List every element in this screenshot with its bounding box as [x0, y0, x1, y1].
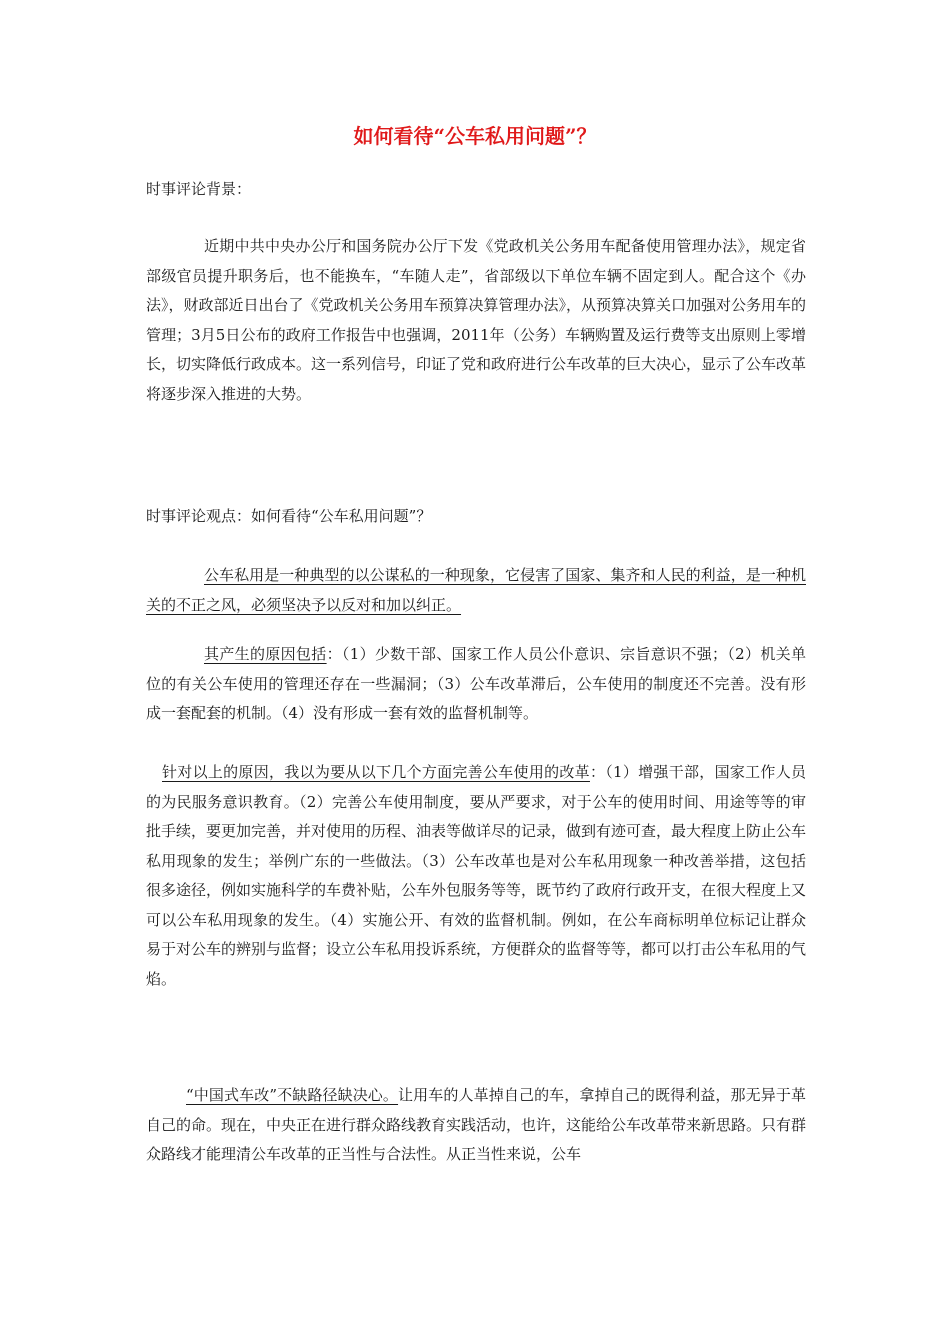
- underlined-reform-heading: “中国式车改”不缺路径缺决心。: [186, 1086, 399, 1104]
- document-title: 如何看待“公车私用问题”？: [353, 124, 597, 148]
- paragraph-measures: [146, 758, 806, 994]
- underlined-statement: 公车私用是一种典型的以公谋私的一种现象，它侵害了国家、集齐和人民的利益，是一种机关的不正之风，必须坚决予以反对和加以纠正。: [146, 566, 806, 614]
- paragraph-reform: [146, 1081, 806, 1170]
- underlined-causes-heading: 其产生的原因包括: [204, 645, 327, 663]
- viewpoint-label: 时事评论观点：如何看待“公车私用问题”？: [146, 507, 432, 525]
- background-label: 时事评论背景：: [146, 180, 252, 198]
- causes-text: ：（1）少数干部、国家工作人员公仆意识、宗旨意识不强；（2）机关单位的有关公车使用的管理还存在一些漏洞；（3）公车改革滞后，公车使用的制度还不完善。没有形成一套配套的机制。（4）没有形成一套有效的监督机制等。: [146, 645, 806, 722]
- underlined-measures-heading: 针对以上的原因，我以为要从以下几个方面完善公车使用的改革: [162, 763, 590, 781]
- measures-text: ：（1）增强干部，国家工作人员的为民服务意识教育。（2）完善公车使用制度，要从严要求，对于公车的使用时间、用途等等的审批手续，要更加完善，并对使用的历程、油表等做详尽的记录，做到有迹可查，最大程度上防止公车私用现象的发生；举例广东的一些做法。（3）公车改革也是对公车私用现象一种改善举措，这包括很多途径，例如实施科学的车费补贴，公车外包服务等等，既节约了政府行政开支，在很大程度上又可以公车私用现象的发生。（4）实施公开、有效的监督机制。例如，在公车商标明单位标记让群众易于对公车的辨别与监督；设立公车私用投诉系统，方便群众的监督等等，都可以打击公车私用的气焰。: [146, 763, 807, 988]
- background-paragraph: 近期中共中央办公厅和国务院办公厅下发《党政机关公务用车配备使用管理办法》，规定省部级官员提升职务后，也不能换车，“车随人走”，省部级以下单位车辆不固定到人。配合这个《办法》，财政部近日出台了《党政机关公务用车预算决算管理办法》，从预算决算关口加强对公务用车的管理；3月5日公布的政府工作报告中也强调，2011年（公务）车辆购置及运行费等支出原则上零增长，切实降低行政成本。这一系列信号，印证了党和政府进行公车改革的巨大决心，显示了公车改革将逐步深入推进的大势。: [146, 237, 807, 403]
- paragraph-causes: [146, 640, 806, 729]
- reform-text: 让用车的人革掉自己的车，拿掉自己的既得利益，那无异于革自己的命。现在，中央正在进行群众路线教育实践活动，也许，这能给公车改革带来新思路。只有群众路线才能理清公车改革的正当性与合法性。从正当性来说，公车: [146, 1086, 807, 1163]
- paragraph-conclusion: [146, 561, 806, 620]
